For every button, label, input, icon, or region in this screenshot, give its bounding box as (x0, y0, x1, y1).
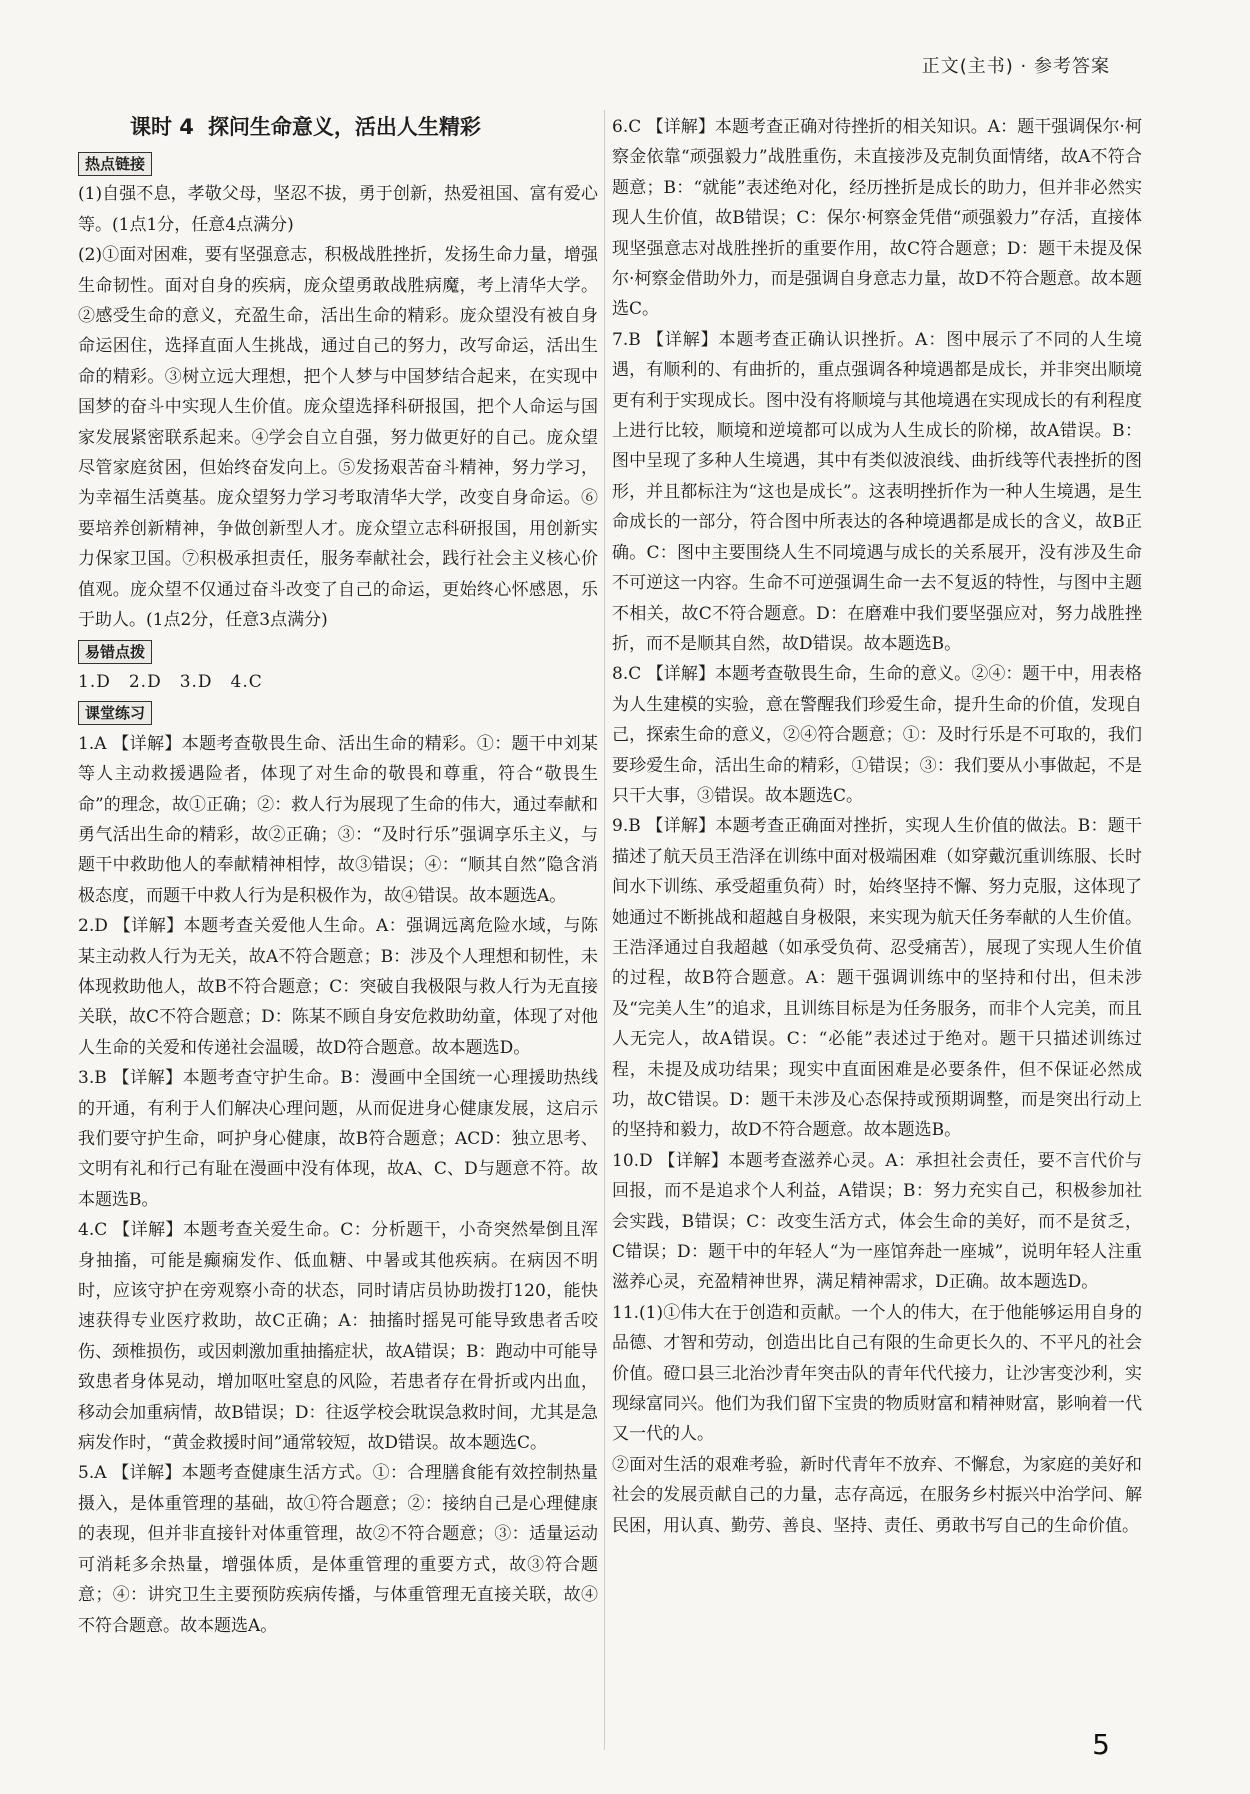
hot-answer-2: (2)①面对困难，要有坚强意志，积极战胜挫折，发扬生命力量，增强生命韧性。面对自身的疾病，庞众望勇敢战胜病魔，考上清华大学。②感受生命的意义，充盈生命，活出生命的精彩。庞众望没有被自身命运困住，选择直面人生挑战，通过自己的努力，改写命运，活出生命的精彩。③树立远大理想，把个人梦与中国梦结合起来，在实现中国梦的奋斗中实现人生价值。庞众望选择科研报国，把个人命运与国家发展紧密联系起来。④学会自立自强，努力做更好的自己。庞众望尽管家庭贫困，但始终奋发向上。⑤发扬艰苦奋斗精神，努力学习，为幸福生活奠基。庞众望努力学习考取清华大学，改变自身命运。⑥要培养创新精神，争做创新型人才。庞众望立志科研报国，用创新实力保家卫国。⑦积极承担责任，服务奉献社会，践行社会主义核心价值观。庞众望不仅通过奋斗改变了自己的命运，更始终心怀感恩，乐于助人。(1点2分，任意3点满分) (78, 245, 598, 631)
practice-answer-9: 9.B 【详解】本题考查正确面对挫折，实现人生价值的做法。B：题干描述了航天员王浩泽在训练中面对极端困难（如穿戴沉重训练服、长时间水下训练、承受超重负荷）时，始终坚持不懈、努力克服，这体现了她通过不断挑战和超越自身极限，来实现为航天任务奉献的人生价值。王浩泽通过自我超越（如承受负荷、忍受痛苦），展现了实现人生价值的过程，故B符合题意。A：题干强调训练中的坚持和付出，但未涉及“完美人生”的追求，且训练目标是为任务服务，而非个人完美，而且人无完人，故A错误。C：“必能”表述过于绝对。题干只描述训练过程，未提及成功结果；现实中直面困难是必要条件，但不保证必然成功，故C错误。D：题干未涉及心态保持或预期调整，而是突出行动上的坚持和毅力，故D不符合题意。故本题选B。 (612, 816, 1142, 1141)
column-divider (604, 110, 605, 1750)
practice-answer-3: 3.B 【详解】本题考查守护生命。B：漫画中全国统一心理援助热线的开通，有利于人们解决心理问题，从而促进身心健康发展，这启示我们要守护生命，呵护身心健康，故B符合题意；ACD：独立思考、文明有礼和行己有耻在漫画中没有体现，故A、C、D与题意不符。故本题选B。 (78, 1068, 598, 1210)
lesson-number: 课时 4 (130, 115, 194, 139)
practice-answer-11-part2: ②面对生活的艰难考验，新时代青年不放弃、不懈怠，为家庭的美好和社会的发展贡献自己的力量，志存高远，在服务乡村振兴中治学问、解民困，用认真、勤劳、善良、坚持、责任、勇敢书写自己的生命价值。 (612, 1454, 1142, 1536)
error-answers: 1.D 2.D 3.D 4.C (78, 671, 263, 692)
practice-answer-8: 8.C 【详解】本题考查敬畏生命，生命的意义。②④：题干中，用表格为人生建模的实验，意在警醒我们珍爱生命，提升生命的价值，发现自己，探索生命的意义，②④符合题意；①：及时行乐是不可取的，我们要珍爱生命，活出生命的精彩，①错误；③：我们要从小事做起，不是只干大事，③错误。故本题选C。 (612, 664, 1142, 806)
practice-answer-2: 2.D 【详解】本题考查关爱他人生命。A：强调远离危险水域，与陈某主动救人行为无关，故A不符合题意；B：涉及个人理想和韧性，未体现救助他人，故B不符合题意；C：突破自我极限与救人行为无直接关联，故C不符合题意；D：陈某不顾自身安危救助幼童，体现了对他人生命的关爱和传递社会温暖，故D符合题意。故本题选D。 (78, 916, 598, 1058)
running-head: 正文(主书) · 参考答案 (921, 56, 1110, 77)
practice-answer-10: 10.D 【详解】本题考查滋养心灵。A：承担社会责任，要不言代价与回报，而不是追求个人利益，A错误；B：努力充实自己，积极参加社会实践，B错误；C：改变生活方式，体会生命的美好，而不是贫乏，C错误；D：题干中的年轻人“为一座馆奔赴一座城”，说明年轻人注重滋养心灵，充盈精神世界，满足精神需求，D正确。故本题选D。 (612, 1150, 1142, 1293)
practice-answer-1: 1.A 【详解】本题考查敬畏生命、活出生命的精彩。①：题干中刘某等人主动救援遇险者，体现了对生命的敬畏和尊重，符合“敬畏生命”的理念，故①正确；②：救人行为展现了生命的伟大，通过奉献和勇气活出生命的精彩，故②正确；③：“及时行乐”强调享乐主义，与题干中救助他人的奉献精神相悖，故③错误；④：“顺其自然”隐含消极态度，而题干中救人行为是积极作为，故④错误。故本题选A。 (78, 733, 598, 906)
left-column (78, 112, 598, 1641)
section-tag-hot: 热点链接 (78, 152, 152, 176)
practice-answer-7: 7.B 【详解】本题考查正确认识挫折。A：图中展示了不同的人生境遇，有顺利的、有曲折的，重点强调各种境遇都是成长，并非突出顺境更有利于实现成长。图中没有将顺境与其他境遇在实现成长的有利程度上进行比较，顺境和逆境都可以成为人生成长的阶梯，故A错误。B：图中呈现了多种人生境遇，其中有类似波浪线、曲折线等代表挫折的图形，并且都标注为“这也是成长”。这表明挫折作为一种人生境遇，是生命成长的一部分，符合图中所表达的各种境遇都是成长的含义，故B正确。C：图中主要围绕人生不同境遇与成长的关系展开，没有涉及生命不可逆这一内容。生命不可逆强调生命一去不复返的特性，与图中主题不相关，故C不符合题意。D：在磨难中我们要坚强应对，努力战胜挫折，而不是顺其自然，故D错误。故本题选B。 (612, 329, 1142, 654)
section-tag-error: 易错点拨 (78, 640, 152, 664)
page-number: 5 (1092, 1728, 1110, 1761)
practice-answer-4: 4.C 【详解】本题考查关爱生命。C：分析题干，小奇突然晕倒且浑身抽搐，可能是癫痫发作、低血糖、中暑或其他疾病。在病因不明时，应该守护在旁观察小奇的状态，同时请店员协助拨打120，能快速获得专业医疗救助，故C正确；A：抽搐时摇晃可能导致患者舌咬伤、颈椎损伤，或因刺激加重抽搐症状，故A错误；B：跑动中可能导致患者身体晃动，增加呕吐窒息的风险，若患者存在骨折或内出血，移动会加重病情，故B错误；D：往返学校会耽误急救时间，尤其是急病发作时，“黄金救援时间”通常较短，故D错误。故本题选C。 (78, 1220, 598, 1454)
practice-answer-11-part1: 11.(1)①伟大在于创造和贡献。一个人的伟大，在于他能够运用自身的品德、才智和劳动，创造出比自己有限的生命更长久的、不平凡的社会价值。磴口县三北治沙青年突击队的青年代代接力，让沙害变沙利，实现绿富同兴。他们为我们留下宝贵的物质财富和精神财富，影响着一代又一代的人。 (612, 1302, 1142, 1445)
lesson-title (130, 112, 598, 142)
lesson-heading: 探问生命意义，活出人生精彩 (207, 115, 481, 139)
hot-answer-1: (1)自强不息，孝敬父母，坚忍不拔，勇于创新，热爱祖国、富有爱心等。(1点1分，任意4点满分) (78, 184, 598, 235)
section-tag-practice: 课堂练习 (78, 701, 152, 725)
practice-answer-6: 6.C 【详解】本题考查正确对待挫折的相关知识。A：题干强调保尔·柯察金依靠“顽强毅力”战胜重伤，未直接涉及克制负面情绪，故A不符合题意；B：“就能”表述绝对化，经历挫折是成长的助力，但并非必然实现人生价值，故B错误；C：保尔·柯察金凭借“顽强毅力”存活，直接体现坚强意志对战胜挫折的重要作用，故C符合题意；D：题干未提及保尔·柯察金借助外力，而是强调自身意志力量，故D不符合题意。故本题选C。 (612, 117, 1142, 320)
practice-answer-5: 5.A 【详解】本题考查健康生活方式。①：合理膳食能有效控制热量摄入，是体重管理的基础，故①符合题意；②：接纳自己是心理健康的表现，但并非直接针对体重管理，故②不符合题意；③：适量运动可消耗多余热量，增强体质，是体重管理的重要方式，故③符合题意；④：讲究卫生主要预防疾病传播，与体重管理无直接关联，故④不符合题意。故本题选A。 (78, 1463, 598, 1636)
right-column (612, 112, 1142, 1541)
